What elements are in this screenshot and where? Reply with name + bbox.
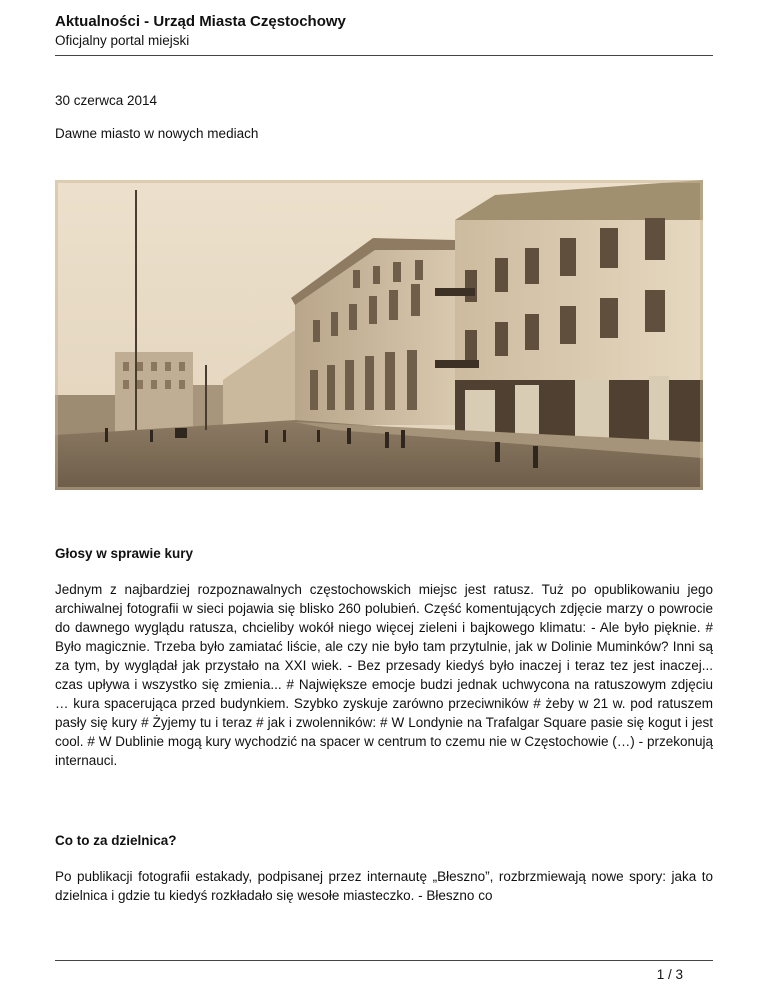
site-title: Aktualności - Urząd Miasta Częstochowy bbox=[55, 13, 346, 30]
article-title: Dawne miasto w nowych mediach bbox=[55, 126, 259, 141]
article-section-kury bbox=[55, 545, 713, 770]
section-body: Po publikacji fotografii estakady, podpisanej przez internautę „Błeszno”, rozbrzmiewają nowe spory: jaka to dzielnica i gdzie tu kiedyś rozkładało się wesołe miasteczko. - Błeszno co bbox=[55, 869, 713, 903]
article-date: 30 czerwca 2014 bbox=[55, 93, 158, 108]
section-heading: Co to za dzielnica? bbox=[55, 833, 177, 848]
site-subtitle: Oficjalny portal miejski bbox=[55, 33, 190, 48]
section-heading: Głosy w sprawie kury bbox=[55, 546, 194, 561]
section-body: Jednym z najbardziej rozpoznawalnych częstochowskich miejsc jest ratusz. Tuż po opublikowaniu jego archiwalnej fotografii w sieci pojawia się blisko 260 polubień. Część komentujących zdjęcie marzy o powrocie do dawnego wyglądu ratusza, chcieliby wokół niego więcej zieleni i bajkowego klimatu: - Ale było pięknie. # Było magicznie. Trzeba było zamiatać liście, ale czy nie było tam przytulnie, jak w Dolinie Muminków? Inni są za tym, by wyglądał jak przystało na XXI wiek. - Bez przesady kiedyś było inaczej i teraz tez jest inaczej... czas upływa i wszystko się zmienia... # Największe emocje budzi jednak uchwycona na ratuszowym zdjęciu … kura spacerująca przed budynkiem. Szybko zyskuje zarówno przeciwników # żeby w 21 w. pod ratuszem pasły się kury # Żyjemy tu i teraz # jak i zwolenników: # W Londynie na Trafalgar Square pasie się kogut i jest cool. # W Dublinie mogą kury wychodzić na spacer w centrum to czemu nie w Częstochowie (…) - przekonują internauci. bbox=[55, 582, 713, 768]
page-header bbox=[55, 12, 713, 50]
footer-divider bbox=[55, 960, 713, 961]
article-section-dzielnica bbox=[55, 832, 713, 905]
article-photo bbox=[55, 180, 703, 490]
page-number: 1 / 3 bbox=[656, 967, 683, 982]
header-divider bbox=[55, 55, 713, 56]
